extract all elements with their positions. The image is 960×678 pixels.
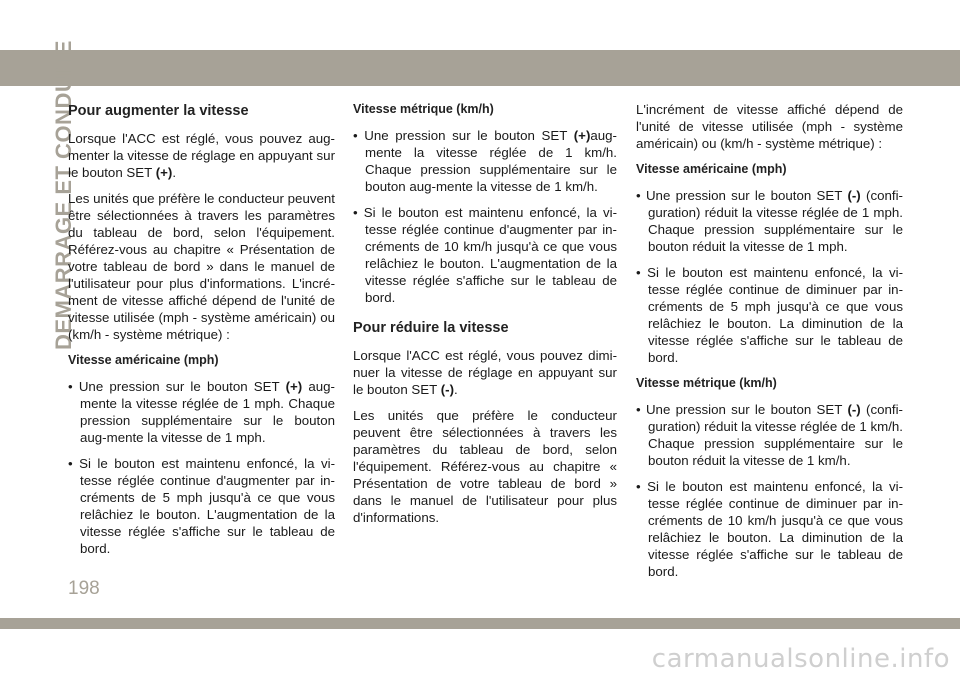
subheading-metric-speed: Vitesse métrique (km/h) <box>353 102 494 116</box>
bullet-item: • Si le bouton est maintenu enfoncé, la vi-tesse réglée continue d'augmenter par in-créments de 10 km/h jusqu'à ce que vous relâchiez le bouton. L'augmentation de la vitesse réglée s'affiche sur le tableau de bord. <box>353 205 617 305</box>
set-minus-label: (-) <box>440 382 455 397</box>
page-header <box>0 0 960 86</box>
side-title-text: DEMARRAGE ET CONDUITE <box>51 40 76 350</box>
page-number: 198 <box>68 578 100 599</box>
watermark-text: carmanualsonline.info <box>651 644 950 674</box>
bullet-item: • Si le bouton est maintenu enfoncé, la vi-tesse réglée continue de diminuer par in-créments de 10 km/h jusqu'à ce que vous relâchiez le bouton. La diminution de la vitesse réglée s'affiche sur le tableau de bord. <box>636 479 903 579</box>
section-side-title <box>27 40 76 360</box>
column-1 <box>68 101 335 566</box>
heading-increase-speed: Pour augmenter la vitesse <box>68 103 249 119</box>
bullet-item: • Une pression sur le bouton SET (+)aug-mente la vitesse réglée de 1 km/h. Chaque pression supplémentaire sur le bouton aug-mente la vitesse de 1 km/h. <box>353 128 617 194</box>
footer-band <box>0 618 960 629</box>
page-footer <box>0 618 960 678</box>
subheading-us-speed: Vitesse américaine (mph) <box>68 353 219 367</box>
bullet-item: • Une pression sur le bouton SET (-) (confi-guration) réduit la vitesse réglée de 1 km/h. Chaque pression supplémentaire sur le bouton réduit la vitesse de 1 km/h. <box>636 402 903 468</box>
bullet-item: • Une pression sur le bouton SET (+) aug-mente la vitesse réglée de 1 mph. Chaque pression supplémentaire sur le bouton aug-mente la vitesse de 1 mph. <box>68 379 335 445</box>
subheading-us-speed: Vitesse américaine (mph) <box>636 162 787 176</box>
bullet-item: • Si le bouton est maintenu enfoncé, la vi-tesse réglée continue d'augmenter par in-créments de 5 mph jusqu'à ce que vous relâchiez le bouton. L'augmentation de la vitesse réglée s'affiche sur le tableau de bord. <box>68 456 335 556</box>
paragraph: Lorsque l'ACC est réglé, vous pouvez aug-menter la vitesse de réglage en appuyant sur le bouton SET (+). <box>68 131 335 180</box>
paragraph: Lorsque l'ACC est réglé, vous pouvez dimi-nuer la vitesse de réglage en appuyant sur le bouton SET (-). <box>353 348 617 397</box>
paragraph: L'incrément de vitesse affiché dépend de l'unité de vitesse utilisée (mph - système américain) ou (km/h - système métrique) : <box>636 102 903 151</box>
bullet-item: • Si le bouton est maintenu enfoncé, la vi-tesse réglée continue de diminuer par in-créments de 5 mph jusqu'à ce que vous relâchiez le bouton. La diminution de la vitesse réglée s'affiche sur le tableau de bord. <box>636 265 903 365</box>
bullet-item: • Une pression sur le bouton SET (-) (confi-guration) réduit la vitesse réglée de 1 mph. Chaque pression supplémentaire sur le bouton réduit la vitesse de 1 mph. <box>636 188 903 254</box>
header-band <box>0 50 960 86</box>
heading-decrease-speed: Pour réduire la vitesse <box>353 320 509 336</box>
column-2 <box>353 101 617 535</box>
paragraph: Les unités que préfère le conducteur peuvent être sélectionnées à travers les paramètres du tableau de bord, selon l'équipement. Référez-vous au chapitre « Présentation de votre tableau de bord » dans le manuel de l'utilisateur pour plus d'informations. <box>353 408 617 525</box>
set-plus-label: (+) <box>155 165 173 180</box>
column-3 <box>636 101 903 589</box>
subheading-metric-speed: Vitesse métrique (km/h) <box>636 376 777 390</box>
paragraph: Les unités que préfère le conducteur peuvent être sélectionnées à travers les paramètres du tableau de bord, selon l'équipement. Référez-vous au chapitre « Présentation de votre tableau de bord » dans le manuel de l'utilisateur pour plus d'informations. L'incré-ment de vitesse affiché dépend de l'unité de vitesse utilisée (mph - système américain) ou (km/h - système métrique) : <box>68 191 335 342</box>
